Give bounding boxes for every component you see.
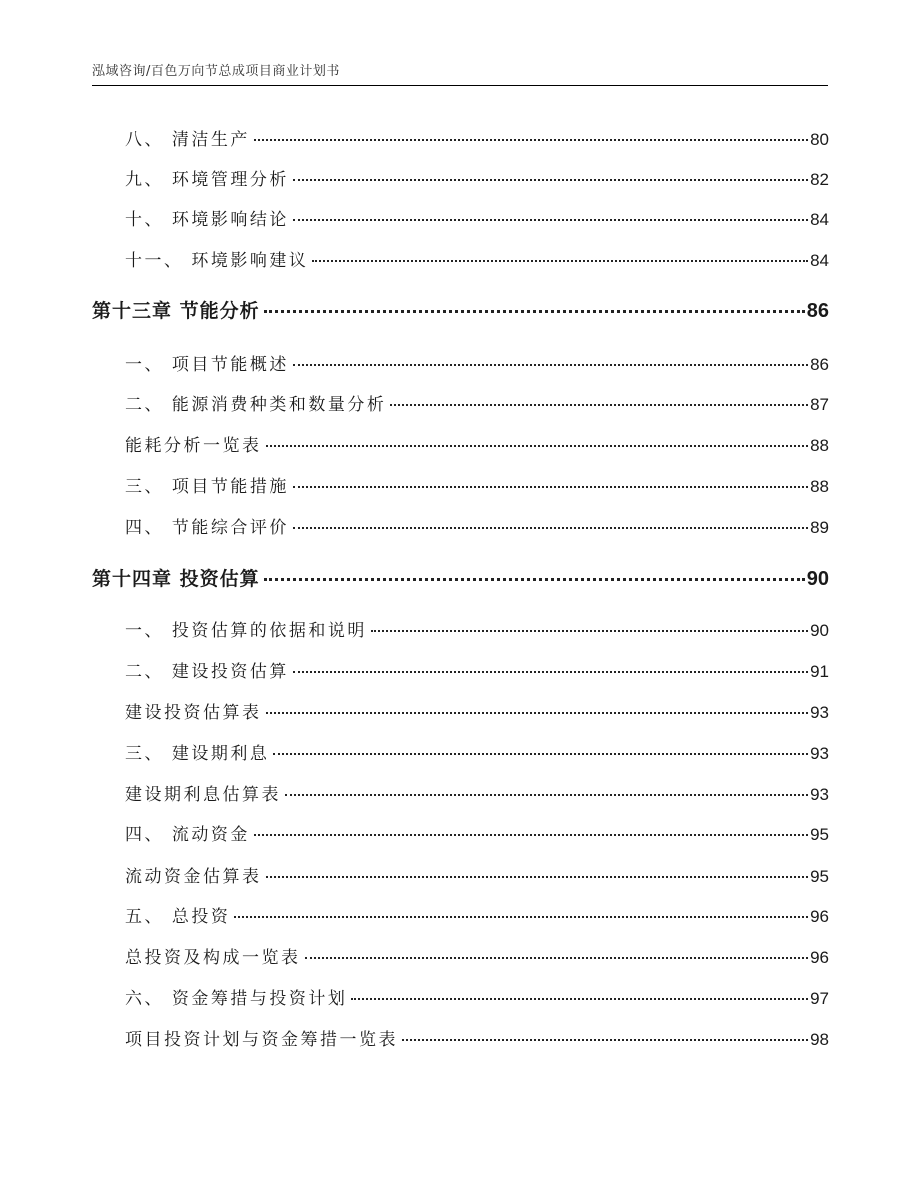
toc-page-number: 95 [810,867,829,886]
toc-leader-dots [293,527,808,529]
toc-entry[interactable] [125,472,829,497]
toc-leader-dots [285,794,808,796]
toc-leader-dots [273,753,808,755]
toc-entry[interactable] [125,820,829,845]
toc-entry-title: 十、 环境影响结论 [125,210,289,230]
toc-entry-title: 能耗分析一览表 [125,436,262,456]
toc-entry-title: 九、 环境管理分析 [125,170,289,190]
toc-leader-dots [312,260,808,262]
toc-entry[interactable] [125,780,829,805]
toc-entry-title: 项目投资计划与资金筹措一览表 [125,1030,398,1050]
toc-leader-dots [293,671,808,673]
toc-page-number: 93 [810,744,829,763]
toc-chapter-entry[interactable] [92,296,829,323]
toc-page-number: 93 [810,785,829,804]
toc-entry-title: 一、 投资估算的依据和说明 [125,621,367,641]
toc-page-number: 89 [810,518,829,537]
toc-entry[interactable] [125,1025,829,1050]
toc-entry[interactable] [125,431,829,456]
toc-page-number: 88 [810,436,829,455]
toc-entry[interactable] [125,246,829,271]
toc-page-number: 90 [810,621,829,640]
toc-leader-dots [254,139,808,141]
toc-entry-title: 八、 清洁生产 [125,130,250,150]
toc-leader-dots [266,445,809,447]
toc-entry[interactable] [125,862,829,887]
toc-entry[interactable] [125,205,829,230]
toc-entry[interactable] [125,943,829,968]
toc-page-number: 96 [810,948,829,967]
header-rule [92,85,828,86]
toc-entry[interactable] [125,657,829,682]
toc-page-number: 88 [810,477,829,496]
toc-entry[interactable] [125,125,829,150]
toc-leader-dots [234,916,808,918]
toc-entry-title: 第十四章 投资估算 [92,568,260,590]
toc-entry-title: 四、 节能综合评价 [125,518,289,538]
toc-leader-dots [293,219,808,221]
toc-page-number: 87 [810,395,829,414]
toc-entry-title: 建设期利息估算表 [125,785,281,805]
toc-entry-title: 十一、 环境影响建议 [125,251,309,271]
toc-entry-title: 五、 总投资 [125,907,231,927]
toc-page-number: 86 [810,355,829,374]
toc-leader-dots [402,1039,808,1041]
toc-page-number: 86 [806,300,829,322]
toc-leader-dots [266,712,809,714]
toc-page-number: 93 [810,703,829,722]
toc-entry[interactable] [125,350,829,375]
toc-entry-title: 三、 建设期利息 [125,744,270,764]
toc-entry-title: 流动资金估算表 [125,867,262,887]
toc-chapter-entry[interactable] [92,564,829,591]
toc-leader-dots [351,998,808,1000]
toc-entry-title: 二、 建设投资估算 [125,662,289,682]
toc-leader-dots [266,876,809,878]
toc-entry-title: 总投资及构成一览表 [125,948,301,968]
toc-entry[interactable] [125,513,829,538]
toc-leader-dots [264,310,805,313]
toc-entry-title: 四、 流动资金 [125,825,250,845]
toc-entry[interactable] [125,165,829,190]
toc-leader-dots [264,578,805,581]
toc-entry[interactable] [125,390,829,415]
toc-entry[interactable] [125,739,829,764]
toc-leader-dots [293,179,808,181]
toc-page-number: 80 [810,130,829,149]
toc-leader-dots [390,404,808,406]
toc-entry[interactable] [125,698,829,723]
toc-page-number: 98 [810,1030,829,1049]
toc-page-number: 84 [810,210,829,229]
toc-page-number: 91 [810,662,829,681]
toc-page-number: 90 [806,568,829,590]
toc-entry[interactable] [125,984,829,1009]
toc-entry-title: 第十三章 节能分析 [92,300,260,322]
toc-entry-title: 六、 资金筹措与投资计划 [125,989,348,1009]
toc-entry-title: 一、 项目节能概述 [125,355,289,375]
toc-entry-title: 建设投资估算表 [125,703,262,723]
toc-page-number: 95 [810,825,829,844]
toc-leader-dots [254,834,808,836]
toc-page-number: 97 [810,989,829,1008]
toc-page-number: 84 [810,251,829,270]
toc-entry[interactable] [125,902,829,927]
running-header: 泓域咨询/百色万向节总成项目商业计划书 [92,64,340,79]
toc-entry-title: 三、 项目节能措施 [125,477,289,497]
toc-entry-title: 二、 能源消费种类和数量分析 [125,395,387,415]
toc-leader-dots [293,486,808,488]
toc-leader-dots [305,957,809,959]
toc-page-number: 96 [810,907,829,926]
toc-page-number: 82 [810,170,829,189]
toc-leader-dots [293,364,808,366]
toc-leader-dots [371,630,808,632]
toc-entry[interactable] [125,616,829,641]
